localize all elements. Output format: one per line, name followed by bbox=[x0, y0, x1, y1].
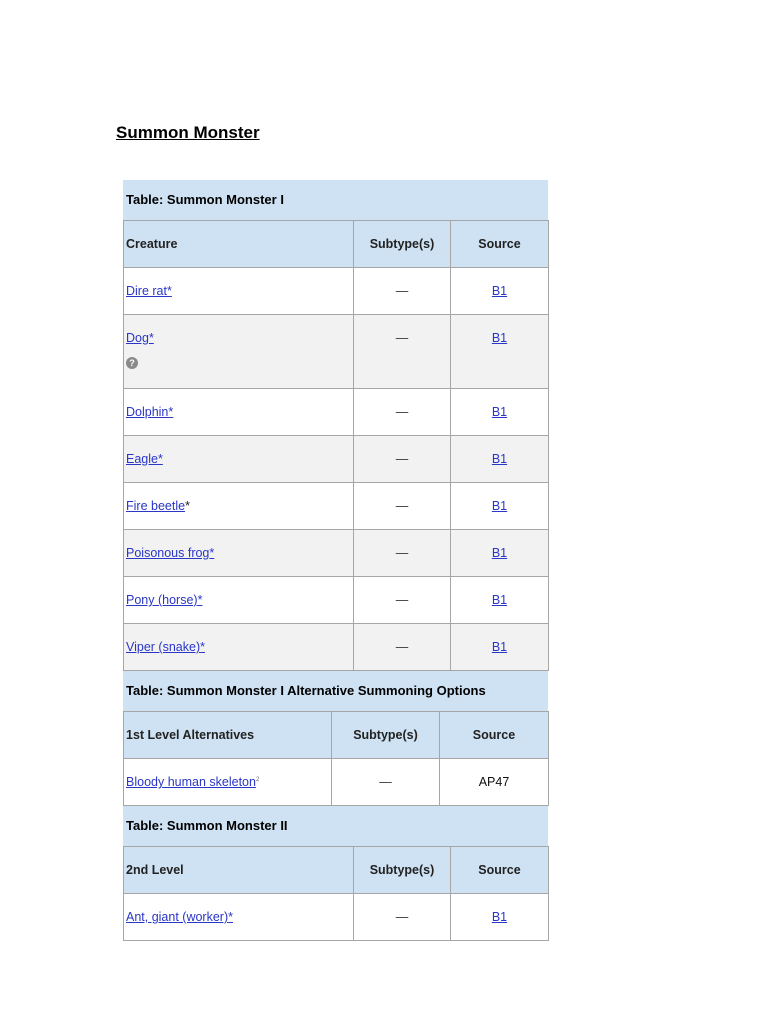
column-header-source: Source bbox=[440, 712, 549, 759]
table-row bbox=[124, 577, 549, 624]
source-cell bbox=[451, 894, 549, 941]
source-cell bbox=[451, 389, 549, 436]
subtype-cell: — bbox=[354, 530, 451, 577]
subtype-cell: — bbox=[354, 389, 451, 436]
creature-cell bbox=[124, 624, 354, 671]
column-header-level: 2nd Level bbox=[124, 847, 354, 894]
subtype-cell: — bbox=[354, 268, 451, 315]
source-link[interactable]: B1 bbox=[491, 910, 508, 924]
table-row bbox=[124, 894, 549, 941]
source-cell bbox=[451, 268, 549, 315]
table2-header-row bbox=[124, 712, 549, 759]
table2-caption: Table: Summon Monster I Alternative Summoning Options bbox=[123, 671, 548, 711]
source-link[interactable]: B1 bbox=[491, 499, 508, 513]
source-link[interactable]: B1 bbox=[491, 593, 508, 607]
creature-link[interactable]: Dolphin* bbox=[126, 405, 174, 419]
creature-cell bbox=[124, 894, 354, 941]
source-link[interactable]: B1 bbox=[491, 405, 508, 419]
creature-cell bbox=[124, 483, 354, 530]
source-cell bbox=[451, 577, 549, 624]
column-header-subtypes: Subtype(s) bbox=[354, 847, 451, 894]
source-cell bbox=[451, 530, 549, 577]
source-cell: AP47 bbox=[440, 759, 549, 806]
column-header-subtypes: Subtype(s) bbox=[354, 221, 451, 268]
table-summon-monster-1-alternatives bbox=[123, 711, 549, 806]
creature-cell bbox=[124, 436, 354, 483]
source-link[interactable]: B1 bbox=[491, 640, 508, 654]
column-header-creature: Creature bbox=[124, 221, 354, 268]
column-header-alternatives: 1st Level Alternatives bbox=[124, 712, 332, 759]
table-summon-monster-2 bbox=[123, 846, 549, 941]
subtype-cell: — bbox=[332, 759, 440, 806]
creature-link[interactable]: Viper (snake)* bbox=[126, 640, 205, 654]
table1-header-row bbox=[124, 221, 549, 268]
subtype-cell: — bbox=[354, 483, 451, 530]
source-cell bbox=[451, 483, 549, 530]
creature-link[interactable]: Pony (horse)* bbox=[126, 593, 203, 607]
source-link[interactable]: B1 bbox=[491, 284, 508, 298]
table3-header-row bbox=[124, 847, 549, 894]
table-row bbox=[124, 315, 549, 389]
source-cell bbox=[451, 436, 549, 483]
tables-container bbox=[123, 180, 548, 941]
creature-link[interactable]: Fire beetle bbox=[126, 499, 186, 513]
creature-cell bbox=[124, 759, 332, 806]
column-header-subtypes: Subtype(s) bbox=[332, 712, 440, 759]
creature-cell bbox=[124, 389, 354, 436]
footnote-marker: 2 bbox=[255, 776, 260, 783]
creature-cell bbox=[124, 315, 354, 389]
creature-star: * bbox=[185, 499, 190, 513]
table-row bbox=[124, 624, 549, 671]
source-cell bbox=[451, 624, 549, 671]
column-header-source: Source bbox=[451, 221, 549, 268]
help-icon[interactable]: ? bbox=[126, 357, 138, 369]
table-row bbox=[124, 530, 549, 577]
column-header-source: Source bbox=[451, 847, 549, 894]
creature-cell bbox=[124, 577, 354, 624]
creature-link[interactable]: Dire rat* bbox=[126, 284, 172, 298]
table-row bbox=[124, 389, 549, 436]
table-row bbox=[124, 436, 549, 483]
subtype-cell: — bbox=[354, 624, 451, 671]
creature-link[interactable]: Poisonous frog* bbox=[126, 546, 215, 560]
creature-link[interactable]: Dog* bbox=[126, 331, 154, 345]
subtype-cell: — bbox=[354, 894, 451, 941]
table-row bbox=[124, 268, 549, 315]
creature-cell bbox=[124, 268, 354, 315]
table3-caption: Table: Summon Monster II bbox=[123, 806, 548, 846]
source-link[interactable]: B1 bbox=[491, 546, 508, 560]
subtype-cell: — bbox=[354, 436, 451, 483]
source-link[interactable]: B1 bbox=[491, 331, 508, 345]
table-row bbox=[124, 759, 549, 806]
subtype-cell: — bbox=[354, 315, 451, 389]
creature-link[interactable]: Eagle* bbox=[126, 452, 163, 466]
source-link[interactable]: B1 bbox=[491, 452, 508, 466]
page-title: Summon Monster bbox=[116, 123, 260, 142]
creature-link[interactable]: Bloody human skeleton bbox=[126, 775, 256, 789]
table-row bbox=[124, 483, 549, 530]
subtype-cell: — bbox=[354, 577, 451, 624]
creature-cell bbox=[124, 530, 354, 577]
creature-link[interactable]: Ant, giant (worker)* bbox=[126, 910, 233, 924]
table1-caption: Table: Summon Monster I bbox=[123, 180, 548, 220]
source-cell bbox=[451, 315, 549, 389]
table-summon-monster-1 bbox=[123, 220, 549, 671]
